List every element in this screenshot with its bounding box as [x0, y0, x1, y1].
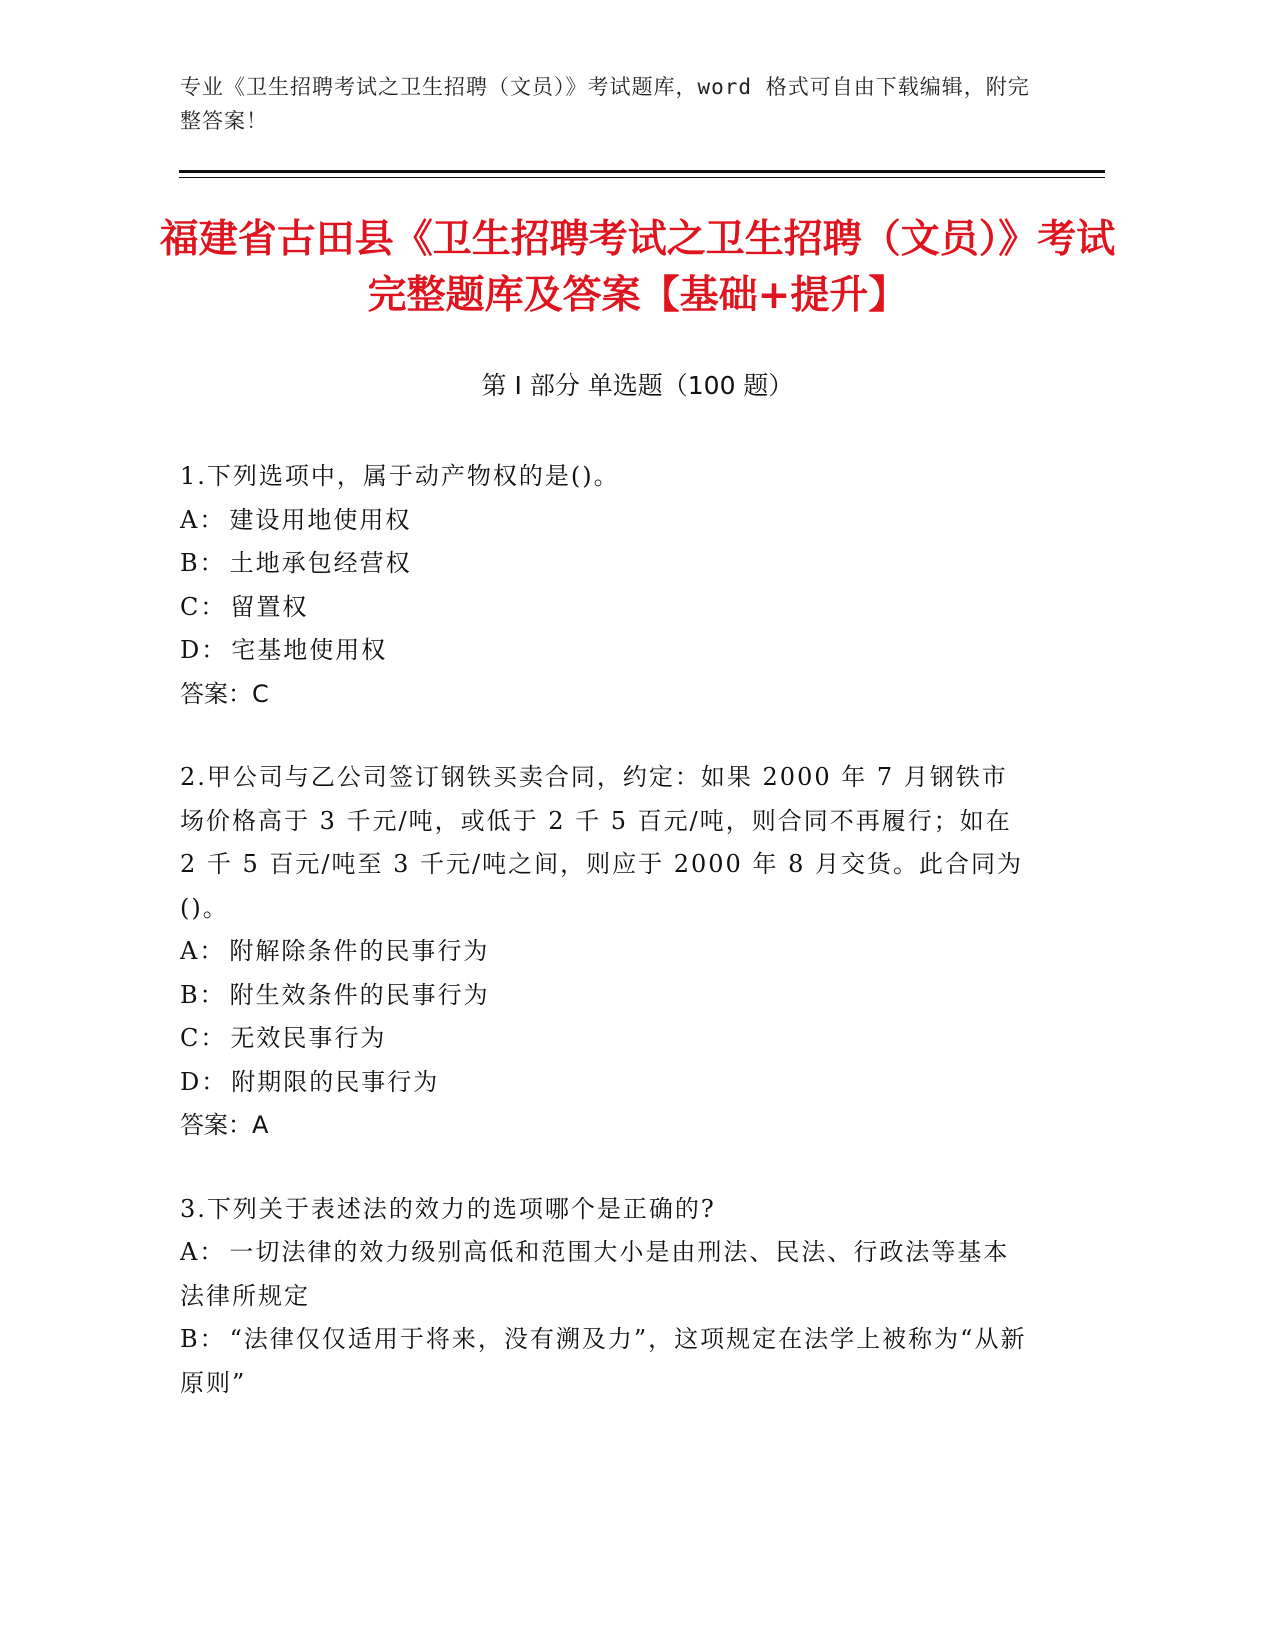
answer-value: A	[252, 1111, 269, 1139]
option-d	[180, 629, 1030, 673]
option-text: 土地承包经营权	[229, 549, 412, 577]
option-c	[180, 1017, 1030, 1061]
question-text: 3.下列关于表述法的效力的选项哪个是正确的?	[180, 1194, 716, 1223]
option-text: 附解除条件的民事行为	[229, 937, 490, 965]
option-text: 建设用地使用权	[229, 505, 412, 534]
question-text: 1.下列选项中，属于动产物权的是()。	[180, 462, 620, 490]
option-key: C：	[180, 1024, 227, 1052]
option-b	[180, 542, 1030, 586]
option-text: 附生效条件的民事行为	[229, 980, 490, 1009]
header-note: 专业《卫生招聘考试之卫生招聘（文员）》考试题库，word 格式可自由下载编辑，附完整答案！	[180, 75, 1030, 133]
header-divider-thin	[179, 177, 1105, 178]
option-text: “法律仅仅适用于将来，没有溯及力”，这项规定在法学上被称为“从新原则”	[180, 1325, 1027, 1397]
option-c	[180, 586, 1030, 630]
option-key: B：	[180, 1325, 226, 1353]
option-key: A：	[180, 505, 226, 534]
option-a	[180, 1231, 1030, 1318]
option-key: D：	[180, 636, 228, 664]
option-key: A：	[180, 1238, 226, 1266]
answer-value: C	[252, 679, 269, 708]
option-key: B：	[180, 980, 226, 1009]
option-key: D：	[180, 1067, 228, 1096]
document-title: 福建省古田县《卫生招聘考试之卫生招聘（文员）》考试完整题库及答案【基础+提升】	[159, 217, 1116, 318]
question-list	[180, 455, 1030, 1445]
option-text: 无效民事行为	[230, 1024, 387, 1052]
option-b	[180, 1318, 1030, 1405]
answer-line	[180, 1104, 1030, 1148]
answer-label: 答案：	[180, 1111, 252, 1139]
answer-line	[180, 673, 1030, 717]
option-key: B：	[180, 549, 226, 577]
question-2	[180, 756, 1030, 1148]
question-3	[180, 1188, 1030, 1406]
header-divider-thick	[179, 170, 1105, 173]
section-heading: 第 I 部分 单选题（100 题）	[481, 371, 794, 400]
option-text: 留置权	[230, 592, 309, 621]
option-d	[180, 1061, 1030, 1105]
option-text: 附期限的民事行为	[231, 1067, 440, 1096]
question-1	[180, 455, 1030, 716]
option-text: 一切法律的效力级别高低和范围大小是由刑法、民法、行政法等基本法律所规定	[180, 1238, 1010, 1310]
option-b	[180, 974, 1030, 1018]
option-text: 宅基地使用权	[231, 636, 388, 664]
option-a	[180, 499, 1030, 543]
question-text: 2.甲公司与乙公司签订钢铁买卖合同，约定：如果 2000 年 7 月钢铁市场价格高于 3 千元/吨，或低于 2 千 5 百元/吨，则合同不再履行；如在 2 千 5 百元/吨至 3 千元/吨之间，则应于 2000 年 8 月交货。此合同为()。	[180, 763, 1023, 922]
answer-label: 答案：	[180, 679, 252, 708]
option-a	[180, 930, 1030, 974]
option-key: C：	[180, 592, 227, 621]
option-key: A：	[180, 937, 226, 965]
